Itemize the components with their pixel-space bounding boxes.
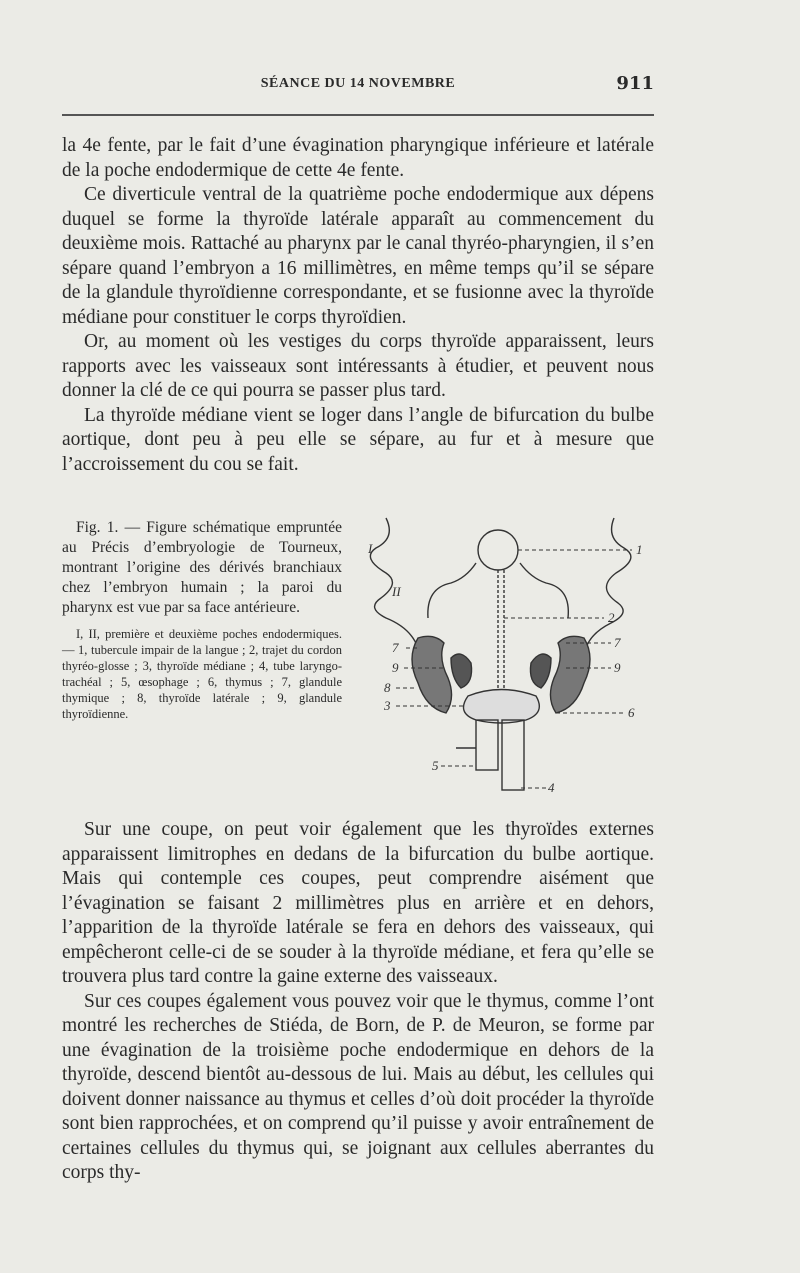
label-7-right: 7	[614, 635, 621, 650]
figure-drawing	[356, 508, 656, 800]
right-pouch-outline	[586, 518, 631, 648]
left-thymus-shape	[412, 636, 452, 713]
text-block-top	[62, 134, 654, 477]
paragraph: La thyroïde médiane vient se loger dans l’angle de bifurcation du bulbe aortique, dont peu à peu elle se sépare, au fur et à mesure que l’accroissement du cou se fait.	[62, 404, 654, 475]
header-rule	[62, 114, 654, 116]
text-block-bottom	[62, 818, 654, 1186]
paragraph: Or, au moment où les vestiges du corps thyroïde apparaissent, leurs rapports avec les vaisseaux sont intéressants à étudier, et peuvent nous donner la clé de ce qui pourra se passer plus tard.	[62, 331, 654, 401]
embryology-figure	[356, 508, 656, 800]
figure-caption-block	[62, 518, 342, 722]
label-9-right: 9	[614, 660, 621, 675]
right-thymus-shape	[550, 636, 590, 713]
paragraph: Sur ces coupes également vous pouvez voir que le thymus, comme l’ont montré les recherches de Stiéda, de Born, de P. de Meuron, se forme par une évagination de la troisième poche endodermique en dehors de la thyroïde, descend bientôt au-dessous de lui. Mais au début, les cellules qui doivent donner naissance au thymus et celles d’où doit procéder la thyroïde sont bien rapprochées, et on comprend qu’il puisse y avoir entraînement de certaines cellules du thymus qui, se joignant aux cellules aberrantes du corps thy-	[62, 990, 654, 1183]
paragraph: la 4e fente, par le fait d’une évagination pharyngique inférieure et latérale de la poche endodermique de cette 4e fente.	[62, 135, 654, 181]
figure-legend: I, II, première et deuxième poches endodermiques. — 1, tubercule impair de la langue ; 2, trajet du cordon thyréo-glosse ; 3, thyroïde médiane ; 4, tube laryngo-trachéal ; 5, œsophage ; 6, thymus ; 7, glandule thymique ; 8, thyroïde latérale ; 9, glandule thyroïdienne.	[62, 627, 342, 721]
label-5: 5	[432, 758, 439, 773]
page-number: 911	[616, 73, 654, 94]
header-title: SÉANCE DU 14 NOVEMBRE	[260, 76, 456, 91]
label-II: II	[392, 584, 401, 599]
label-8: 8	[384, 680, 391, 695]
paragraph: Sur une coupe, on peut voir également que les thyroïdes externes apparaissent limitrophes en dedans de la bifurcation du bulbe aortique. Mais qui contemple ces coupes, peut comprendre aisément que l’évagination se faisant 2 millimètres plus en arrière et en dehors, l’apparition de la thyroïde latérale se fera en dehors des vaisseaux, qui empêcheront celle-ci de se souder à la thyroïde médiane, et fera qu’elle se trouvera plus tard contre la gaine externe des vaisseaux.	[62, 819, 654, 987]
label-7-left: 7	[392, 640, 399, 655]
oesophagus-tube	[502, 720, 524, 790]
label-9-left: 9	[392, 660, 399, 675]
tubercle-circle	[478, 530, 518, 570]
left-pouch-outline	[370, 518, 418, 648]
running-header	[62, 73, 654, 100]
label-I: I	[368, 541, 373, 556]
laryngo-tracheal-tube	[476, 720, 498, 770]
label-6: 6	[628, 705, 635, 720]
label-4: 4	[548, 780, 555, 795]
label-3: 3	[384, 698, 391, 713]
label-1: 1	[636, 542, 643, 557]
figure-caption: Fig. 1. — Figure schématique empruntée au Précis d’embryologie de Tourneux, montrant l’origine des dérivés branchiaux chez l’embryon humain ; la paroi du pharynx est vue par sa face antérieure.	[62, 519, 342, 616]
paragraph: Ce diverticule ventral de la quatrième poche endodermique aux dépens duquel se forme la thyroïde latérale apparaît au commencement du deuxième mois. Rattaché au pharynx par le canal thyréo-pharyngien, il s’en sépare quand l’embryon a 16 millimètres, en même temps qu’il se sépare de la glandule thyroïdienne correspondante, et se fusionne avec la thyroïde médiane pour constituer le corps thyroïdien.	[62, 184, 654, 328]
median-thyroid-shape	[464, 690, 540, 724]
label-2: 2	[608, 610, 615, 625]
